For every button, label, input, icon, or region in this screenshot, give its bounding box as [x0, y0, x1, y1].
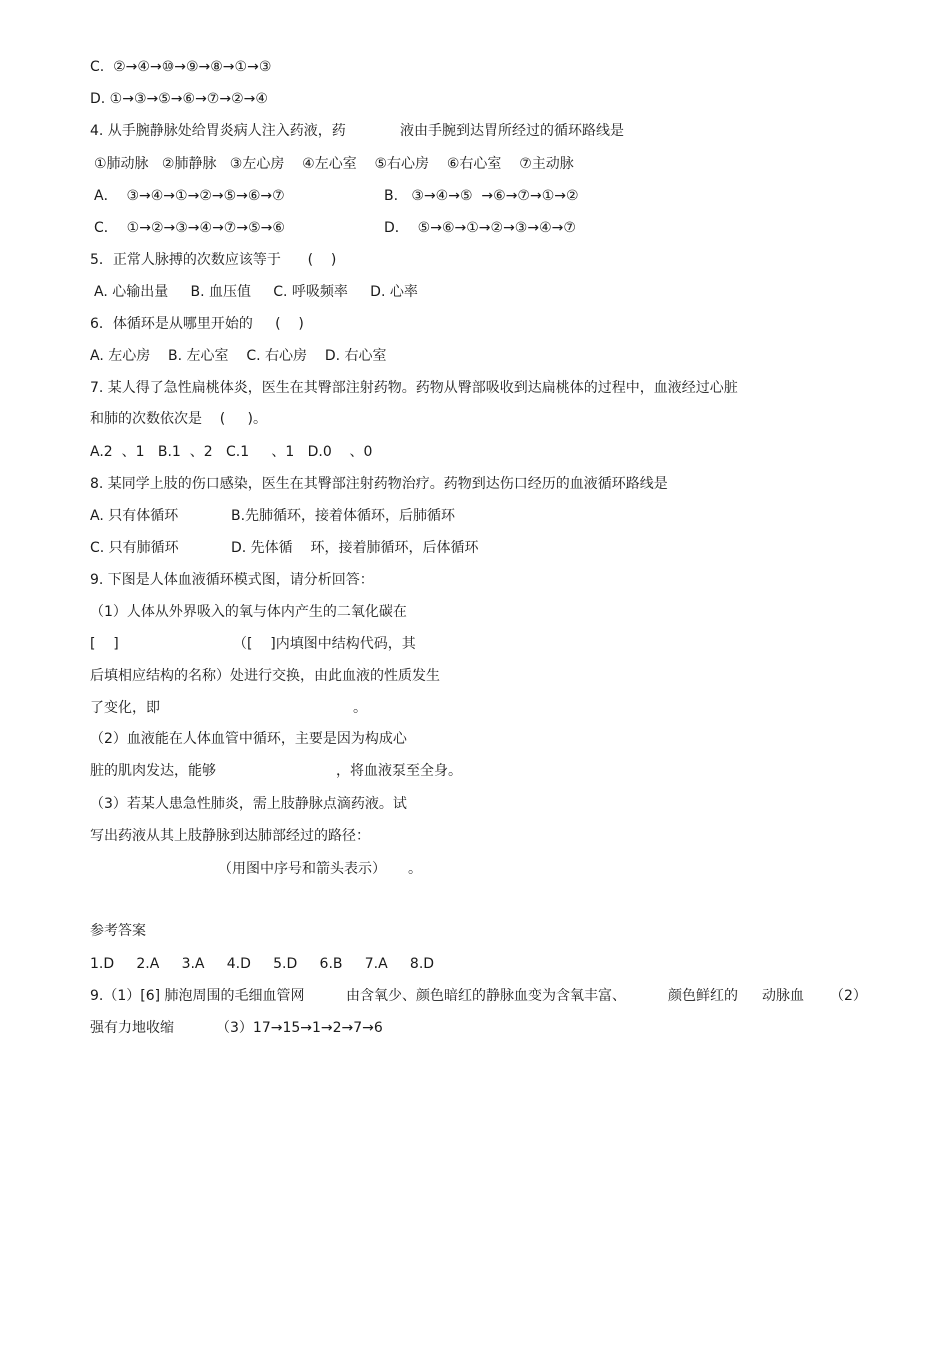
q5-options: A. 心输出量 B. 血压值 C. 呼吸频率 D. 心率 [94, 284, 418, 300]
q8-option-b: B.先肺循环，接着体循环，后肺循环 [231, 508, 456, 524]
answers-q9-part2-label: （2） [830, 988, 867, 1004]
q8-option-d: D. 先体循 环，接着肺循环，后体循环 [231, 540, 479, 556]
answers-row-1: 1.D 2.A 3.A 4.D 5.D 6.B 7.A 8.D [90, 956, 435, 972]
q8-option-a: A. 只有体循环 [90, 508, 179, 524]
q9-part1-line1: （1）人体从外界吸入的氧与体内产生的二氧化碳在 [90, 604, 407, 620]
q5-stem: 5．正常人脉搏的次数应该等于 ( ) [90, 252, 337, 268]
q7-stem-line2: 和肺的次数依次是 ( )。 [90, 411, 267, 427]
answers-q9-color: 颜色鲜红的 [668, 988, 738, 1004]
q3-option-c: C. ②→④→⑩→⑨→⑧→①→③ [90, 59, 272, 75]
q9-part1-line2: （[ ]内填图中结构代码，其 [233, 636, 416, 652]
answers-q9-blood: 动脉血 [762, 988, 804, 1004]
q7-stem-line1: 7. 某人得了急性扁桃体炎，医生在其臀部注射药物。药物从臀部吸收到达扁桃体的过程中，血液经过心脏 [90, 380, 738, 396]
q8-option-c: C. 只有肺循环 [90, 540, 179, 556]
q9-part1-line3: 后填相应结构的名称）处进行交换，由此血液的性质发生 [90, 668, 440, 684]
q7-options: A.2 、1 B.1 、2 C.1 、1 D.0 、0 [90, 444, 373, 460]
q9-part2-line2-end: ，将血液泵至全身。 [336, 763, 462, 779]
q9-part3-line1: （3）若某人患急性肺炎，需上肢静脉点滴药液。试 [90, 796, 407, 812]
answers-q9-change: 由含氧少、颜色暗红的静脉血变为含氧丰富、 [346, 988, 626, 1004]
answers-q9-part1: 9.（1）[6] 肺泡周围的毛细血管网 [90, 988, 305, 1004]
q9-part1-line4-end: 。 [353, 700, 367, 716]
q9-part2-line2: 脏的肌肉发达，能够 [90, 763, 216, 779]
answers-q9-part3: （3）17→15→1→2→7→6 [216, 1020, 383, 1036]
q8-stem: 8. 某同学上肢的伤口感染，医生在其臀部注射药物治疗。药物到达伤口经历的血液循环路线是 [90, 476, 668, 492]
answers-title: 参考答案 [90, 923, 146, 939]
q4-option-d: D． ⑤→⑥→①→②→③→④→⑦ [384, 220, 576, 236]
q4-option-a: A． ③→④→①→②→⑤→⑥→⑦ [94, 188, 285, 204]
q4-stem-part2: 液由手腕到达胃所经过的循环路线是 [400, 123, 624, 139]
answers-q9-part2: 强有力地收缩 [90, 1020, 174, 1036]
q9-part3-line2: 写出药液从其上肢静脉到达肺部经过的路径： [90, 828, 370, 844]
q4-stem-part1: 4. 从手腕静脉处给胃炎病人注入药液，药 [90, 123, 346, 139]
q9-part3-end: 。 [408, 861, 422, 877]
q9-part3-hint: （用图中序号和箭头表示） [218, 861, 386, 877]
q9-part2-line1: （2）血液能在人体血管中循环，主要是因为构成心 [90, 731, 407, 747]
q9-part1-blank-bracket: [ ] [90, 636, 119, 652]
q9-stem: 9. 下图是人体血液循环模式图，请分析回答： [90, 572, 374, 588]
q4-option-b: B. ③→④→⑤ →⑥→⑦→①→② [384, 188, 579, 204]
q6-options: A. 左心房 B. 左心室 C. 右心房 D. 右心室 [90, 348, 387, 364]
q9-part1-line4: 了变化，即 [90, 700, 160, 716]
q4-legend: ①肺动脉 ②肺静脉 ③左心房 ④左心室 ⑤右心房 ⑥右心室 ⑦主动脉 [94, 156, 574, 172]
q3-option-d: D. ①→③→⑤→⑥→⑦→②→④ [90, 91, 268, 107]
q4-option-c: C． ①→②→③→④→⑦→⑤→⑥ [94, 220, 285, 236]
q6-stem: 6．体循环是从哪里开始的 ( ) [90, 316, 304, 332]
